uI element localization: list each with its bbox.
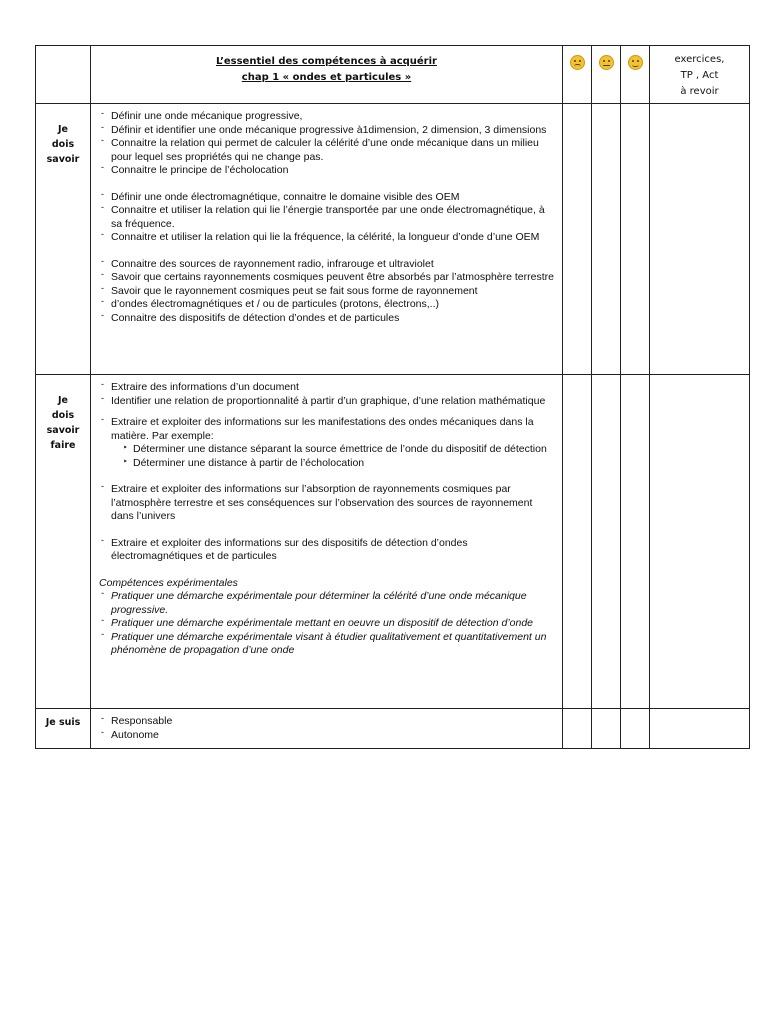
exercises-header-cell bbox=[650, 46, 750, 104]
list-item: - Savoir que le rayonnement cosmiques peut se fait sous forme de rayonnement bbox=[97, 285, 556, 299]
savoir-label-cell bbox=[36, 104, 91, 375]
header-title-cell bbox=[91, 46, 563, 104]
list-item: - Connaitre des sources de rayonnement radio, infrarouge et ultraviolet bbox=[97, 258, 556, 272]
list-item: - Connaitre le principe de l’écholocation bbox=[97, 164, 556, 178]
je-suis-row bbox=[36, 709, 750, 749]
list-item: - Définir une onde mécanique progressive, bbox=[97, 110, 556, 124]
row-label-line: Je bbox=[58, 395, 68, 406]
neutral-face-icon bbox=[599, 55, 614, 70]
row-label-line: savoir bbox=[46, 154, 80, 165]
exercises-cell[interactable] bbox=[650, 104, 750, 375]
happy-face-icon bbox=[628, 55, 643, 70]
document-title: L’essentiel des compétences à acquérir bbox=[216, 56, 437, 67]
header-empty-cell bbox=[36, 46, 91, 104]
exercises-label-line: à revoir bbox=[680, 86, 719, 97]
sad-rating-cell[interactable] bbox=[563, 104, 592, 375]
competences-table bbox=[35, 45, 750, 749]
savoir-row bbox=[36, 104, 750, 375]
list-item: - Pratiquer une démarche expérimentale mettant en oeuvre un dispositif de détection d’onde bbox=[97, 617, 556, 631]
row-label-line: faire bbox=[50, 440, 76, 451]
sad-face-cell bbox=[563, 46, 592, 104]
happy-rating-cell[interactable] bbox=[621, 709, 650, 749]
happy-rating-cell[interactable] bbox=[621, 375, 650, 709]
list-item: - Extraire et exploiter des informations sur des dispositifs de détection d’ondes électromagnétiques et de particules bbox=[97, 537, 556, 564]
list-item: - Savoir que certains rayonnements cosmiques peuvent être absorbés par l’atmosphère terrestre bbox=[97, 271, 556, 285]
chapter-title: chap 1 « ondes et particules » bbox=[241, 72, 412, 83]
happy-face-cell bbox=[621, 46, 650, 104]
row-label-line: Je suis bbox=[45, 717, 81, 728]
sub-list-item: ‣ Déterminer une distance séparant la source émettrice de l’onde du dispositif de détection bbox=[97, 443, 556, 457]
neutral-rating-cell[interactable] bbox=[592, 104, 621, 375]
row-label-line: dois bbox=[51, 410, 75, 421]
list-item: - Autonome bbox=[97, 729, 556, 743]
sad-rating-cell[interactable] bbox=[563, 709, 592, 749]
list-item: - Responsable bbox=[97, 715, 556, 729]
header-row bbox=[36, 46, 750, 104]
je-suis-content-cell bbox=[91, 709, 563, 749]
exercises-cell[interactable] bbox=[650, 709, 750, 749]
list-item: - Extraire et exploiter des informations sur les manifestations des ondes mécaniques dans la matière. Par exemple: bbox=[97, 416, 556, 443]
list-item: - Connaitre la relation qui permet de calculer la célérité d’une onde mécanique dans un milieu pour lequel ses propriétés qui ne change pas. bbox=[97, 137, 556, 164]
list-item: - Définir et identifier une onde mécanique progressive à1dimension, 2 dimension, 3 dimensions bbox=[97, 124, 556, 138]
savoir-faire-row bbox=[36, 375, 750, 709]
je-suis-label-cell bbox=[36, 709, 91, 749]
exercises-label-line: TP , Act bbox=[680, 70, 719, 81]
list-item: - Connaitre des dispositifs de détection d’ondes et de particules bbox=[97, 312, 556, 326]
list-item: - Connaitre et utiliser la relation qui lie l’énergie transportée par une onde électromagnétique, à sa fréquence. bbox=[97, 204, 556, 231]
exercises-label-line: exercices, bbox=[674, 54, 725, 65]
savoir-content-cell bbox=[91, 104, 563, 375]
neutral-rating-cell[interactable] bbox=[592, 375, 621, 709]
list-item: - Pratiquer une démarche expérimentale pour déterminer la célérité d’une onde mécanique progressive. bbox=[97, 590, 556, 617]
sub-list-item: ‣ Déterminer une distance à partir de l’écholocation bbox=[97, 457, 556, 471]
list-item: - Identifier une relation de proportionnalité à partir d’un graphique, d’une relation mathématique bbox=[97, 395, 556, 409]
savoir-faire-content-cell bbox=[91, 375, 563, 709]
neutral-rating-cell[interactable] bbox=[592, 709, 621, 749]
savoir-faire-label-cell bbox=[36, 375, 91, 709]
sad-rating-cell[interactable] bbox=[563, 375, 592, 709]
list-item: - Extraire et exploiter des informations sur l’absorption de rayonnements cosmiques par l’atmosphère terrestre et ses conséquences sur l’observation des sources de rayonnement dans l’univers bbox=[97, 483, 556, 524]
experimental-heading: Compétences expérimentales bbox=[99, 576, 238, 589]
happy-rating-cell[interactable] bbox=[621, 104, 650, 375]
exercises-cell[interactable] bbox=[650, 375, 750, 709]
row-label-line: savoir bbox=[46, 425, 80, 436]
row-label-line: dois bbox=[51, 139, 75, 150]
row-label-line: Je bbox=[58, 124, 68, 135]
list-item: - Pratiquer une démarche expérimentale visant à étudier qualitativement et quantitativement un phénomène de propagation d’une onde bbox=[97, 631, 556, 658]
list-item: - d’ondes électromagnétiques et / ou de particules (protons, électrons,..) bbox=[97, 298, 556, 312]
list-item: - Définir une onde électromagnétique, connaitre le domaine visible des OEM bbox=[97, 191, 556, 205]
neutral-face-cell bbox=[592, 46, 621, 104]
list-item: - Extraire des informations d’un document bbox=[97, 381, 556, 395]
list-item: - Connaitre et utiliser la relation qui lie la fréquence, la célérité, la longueur d’onde d’une OEM bbox=[97, 231, 556, 245]
sad-face-icon bbox=[570, 55, 585, 70]
